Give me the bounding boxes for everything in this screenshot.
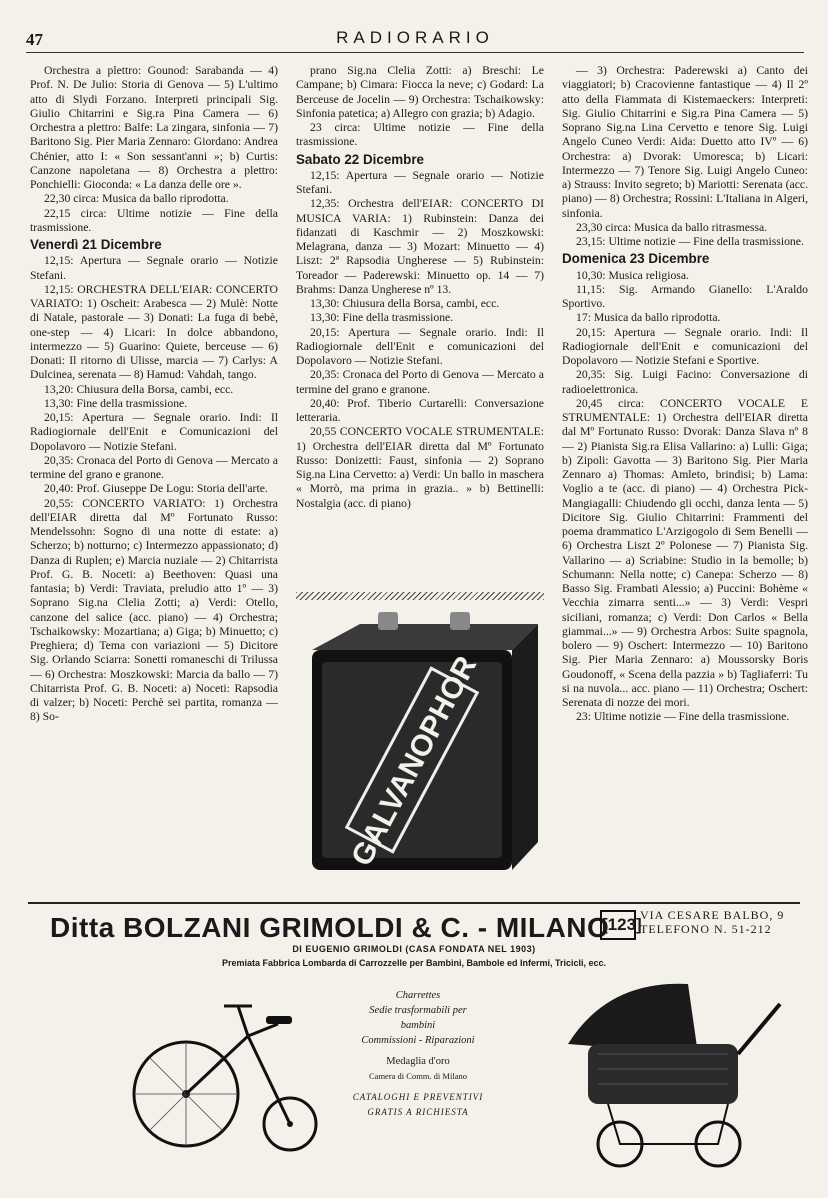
paragraph: 23,30 circa: Musica da ballo ritrasmessa. [576, 220, 768, 234]
paragraph: 22,30 circa: Musica da ballo riprodotta. [44, 192, 229, 206]
paragraph: 12,15: Apertura — Segnale orario — Notizie Stefani. [296, 168, 544, 196]
paragraph: 22,15 circa: Ultime notizie — Fine della trasmissione. [30, 206, 278, 234]
paragraph: 12,35: Orchestra dell'EIAR: CONCERTO DI MUSICA VARIA: 1) Rubinstein: Danza dei fidanzati di Kaschmir — 2) Moszkowski: Melagrana, danza — 3) Mozart: Minuetto — 4) Liszt: 2ª Rapsodia Ungherese — 5) Rubinstein: Toreador — Paderewski: Minuetto op. 14 — 7) Brahms: Danza Ungherese nº 13. [296, 197, 544, 296]
paragraph: — 3) Orchestra: Paderewski a) Canto dei viaggiatori; b) Cracovienne fantastique — 4) Il 2º atto della Fiammata di Kistemaeckers: Interpreti: Sig. Giulio Chitarrini e Sig.ra Pina Camera — 5) Soprano Sig.na Lina Cervetto e tenore Sig. Luigi Angelo Cuneo Verdi: Aida: Duetto atto IVº — 6) Orchestra: a) Dvorak: Umoresca; b) Licari: Intermezzo — 7) Tenore Sig. Luigi Angelo Cuneo: a) Strauss: Invito segreto; b) Mariotti: Serenata (acc. piano) — 8) Orchestra; Rossini: L'Italiana in Algeri, sinfonia. [562, 64, 808, 220]
paragraph: 17: Musica da ballo riprodotta. [576, 311, 721, 325]
ad-center-text [320, 988, 516, 1120]
ad-line: bambini [400, 1020, 436, 1031]
paragraph: 20,15: Apertura — Segnale orario. Indi: Il Radiogiornale dell'Enit e Comunicazioni del Dopolavoro — Notizie Stefani. [30, 411, 278, 453]
paragraph: 23,15: Ultime notizie — Fine della trasmissione. [576, 235, 804, 248]
left-column [30, 64, 278, 904]
paragraph: 20,15: Apertura — Segnale orario. Indi: Il Radiogiornale dell'Enit e comunicazioni del Dopolavoro — Notizie Stefani. [296, 325, 544, 367]
ad-line: Commissioni - Riparazioni [361, 1035, 475, 1046]
paragraph: 13,30: Fine della trasmissione. [310, 311, 454, 325]
middle-column [296, 64, 544, 604]
paragraph: 12,15: ORCHESTRA DELL'EIAR: CONCERTO VARIATO: 1) Oscheit: Arabesca — 2) Mulè: Notte di Natale, pastorale — 3) Donati: La fuga di bebè, one-step — 4) Licari: In dolce abbandono, intermezzo — 5) Guarino: Quiete, berceuse — 6) Donati: Il ritorno di Ulisse, marcia — 7) Carlys: A Dulcinea, serenata — 8) Hamud: Vahdah, tango. [30, 282, 278, 382]
paragraph: 23: Ultime notizie — Fine della trasmissione. [576, 710, 790, 724]
ad-line: Charrettes [395, 990, 441, 1001]
ad-owner-line: DI EUGENIO GRIMOLDI (CASA FONDATA NEL 1903) [292, 944, 536, 954]
battery-brand-text: GALVANOPHOR [345, 650, 484, 872]
paragraph: 23 circa: Ultime notizie — Fine della trasmissione. [296, 121, 544, 149]
page-header [26, 26, 804, 53]
ad-line: Sedie trasformabili per [369, 1005, 467, 1016]
paragraph: 20,45 circa: CONCERTO VOCALE E STRUMENTALE: 1) Orchestra dell'EIAR diretta dal Mº Fortunato Russo: Dvorak: Danza Slava nº 8 — 2) Pianista Sig.ra Elisa Vallarino: a) Lulli: Giga; b) Zipoli: Gavotta — 3) Baritono Sig. Pier Maria Zennaro a) Thomas: Amleto, brindisi; b) Lama: Voglio a te (acc. di piano) — 4) Orchestra Pick-Mangiagalli: Chiudendo gli occhi, danza lenta — 5) Dicitore Sig. Giulio Chitarrini: Frammenti del poema drammatico L'Arzigogolo di Sem Benelli — 6) Orchestra Liszt 2º Polonese — 7) Pianista Sig. Vallarino — a) Scriabine: Studio in la bemolle; b) Schumann: Nella notte; c) Canepa: Scherzo — 8) Basso Sig. Frambati Alessio; a) Puccini: Bohème « Vecchia zimarra senti...» — 3) Verdi: Vespri siciliani, romanza; c) Verdi: Don Carlos « Bella giammai...» — 9) Orchestra Arbos: Suite spagnola, bolero — 9) Oschert: Intermezzo — 10) Baritono Sig. Pier Maria Zennaro: a) Moussorsky Boris Goudonoff, « Scena della pazzia » b) Tagliaferri: Tu si na nuvola... acc. piano — 11) Orchestra; Oschert: Serenata di nozze dei mori. [562, 396, 808, 709]
ad-phone-line: TELEFONO N. 51-212 [640, 922, 772, 936]
ad-company-name: Ditta BOLZANI GRIMOLDI & C. - MILANO [50, 912, 610, 943]
paragraph: 20,15: Apertura — Segnale orario. Indi: Il Radiogiornale dell'Enit e comunicazioni del Dopolavoro — Notizie Stefani e Sportive. [562, 325, 808, 367]
tricycle-illustration [128, 976, 328, 1166]
paragraph: 20,40: Prof. Giuseppe De Logu: Storia dell'arte. [44, 482, 268, 496]
paragraph: 12,15: Apertura — Segnale orario — Notizie Stefani. [30, 254, 278, 282]
hatched-divider [296, 592, 544, 600]
paragraph: 13,20: Chiusura della Borsa, cambi, ecc. [44, 382, 234, 396]
paragraph: 13,30: Chiusura della Borsa, cambi, ecc. [310, 297, 500, 310]
ad-line: CATALOGHI E PREVENTIVI [352, 1092, 484, 1102]
paragraph: 20,55 CONCERTO VOCALE STRUMENTALE: 1) Orchestra dell'EIAR diretta dal Mº Fortunato Russo: Donizetti: Faust, sinfonia — 2) Soprano Sig.na Lina Cervetto: a) Verdi: Un ballo in maschera « Morrò, ma prima in grazia.. » b) Bettinelli: Nostalgia (acc. di piano) [296, 425, 544, 510]
ad-line: Medaglia d'oro [386, 1056, 450, 1067]
right-column [562, 64, 808, 894]
page-number: 47 [26, 30, 43, 49]
ad-line: Camera di Comm. di Milano [369, 1071, 467, 1081]
paragraph: Orchestra a plettro: Gounod: Sarabanda — 4) Prof. N. De Julio: Storia di Genova — 5) L'ultimo atto di Slydi Forzano. Interpreti principali Sig. Giulio Chitarrini e Sig.ra Pina Camera — 6) Orchestra a plettro: Balfe: La zingara, sinfonia — 7) Baritono Sig. Pier Maria Zennaro: Giordano: Andrea Chénier, atto I: « Son sessant'anni »; b) Curtis: Canzone napoletana — 8) Orchestra a plettro: Ponchielli: Gioconda: « La danza delle ore ». [30, 64, 278, 191]
paragraph: 11,15: Sig. Armando Gianello: L'Araldo Sportivo. [562, 282, 808, 310]
paragraph: 20,35: Sig. Luigi Facino: Conversazione di radioelettronica. [562, 368, 808, 396]
paragraph: prano Sig.na Clelia Zotti: a) Breschi: Le Campane; b) Cimara: Fiocca la neve; c) Godard: La Berceuse de Jocelin — 9) Orchestra: Tschaikowsky: Sinfonia patetica; a) Allegro con grazia; b) Adagio. [296, 64, 544, 120]
paragraph: 20,35: Cronaca del Porto di Genova — Mercato a termine del grano e granone. [30, 453, 278, 481]
paragraph: 20,40: Prof. Tiberio Curtarelli: Conversazione letteraria. [296, 396, 544, 424]
ad-line: GRATIS A RICHIESTA [367, 1107, 469, 1117]
day-heading-sunday: Domenica 23 Dicembre [562, 251, 710, 267]
magazine-title: RADIORARIO [336, 28, 494, 47]
ad-factory-line: Premiata Fabbrica Lombarda di Carrozzelle per Bambini, Bambole ed Infermi, Tricicli, ecc. [221, 958, 607, 968]
day-heading-saturday: Sabato 22 Dicembre [296, 151, 425, 167]
paragraph: 10,30: Musica religiosa. [576, 268, 689, 282]
battery-illustration [300, 610, 540, 880]
paragraph: 20,35: Cronaca del Porto di Genova — Mercato a termine del grano e granone. [296, 368, 544, 396]
paragraph: 13,30: Fine della trasmissione. [44, 396, 188, 410]
ad-address-line: VIA CESARE BALBO, 9 [640, 908, 785, 922]
paragraph: 20,55: CONCERTO VARIATO: 1) Orchestra dell'EIAR diretta dal Mº Fortunato Russo: Mendelssohn: Sogno di una notte di estate: a) Scherzo; b) notturno; c) Intermezzo appassionato; d) Danza di Ruplen; e) Marcia nuziale — 2) Chitarrista Prof. G. B. Noceti: a) Beethoven: Quasi una fantasia; b) Verdi: Traviata, preludio atto 1º — 3) Soprano Sig.na Clelia Zotti; a) Verdi: Otello, canzone del salice (acc. piano) — 4) Orchestra; Tschaikowsky: Mozartiana; a) Giga; b) Minuetto; c) Preghiera; d) Tema con variazioni — 5) Dicitore Sig. Orlando Sciarra: Sonetti romaneschi di Trilussa — 6) Orchestra: Moszkowski: Marcia da ballo — 7) Chitarrista Prof. G. B. Noceti: a) Noceti: Rapsodia di valzer; b) Noceti: Perchè sei partita, romanza — 8) So- [30, 496, 278, 724]
bolzani-grimoldi-advertisement [28, 902, 800, 1176]
ad-address [640, 908, 784, 936]
day-heading-friday: Venerdì 21 Dicembre [30, 237, 162, 252]
ad-box-number: [123] [600, 910, 636, 940]
pram-illustration [548, 974, 788, 1174]
